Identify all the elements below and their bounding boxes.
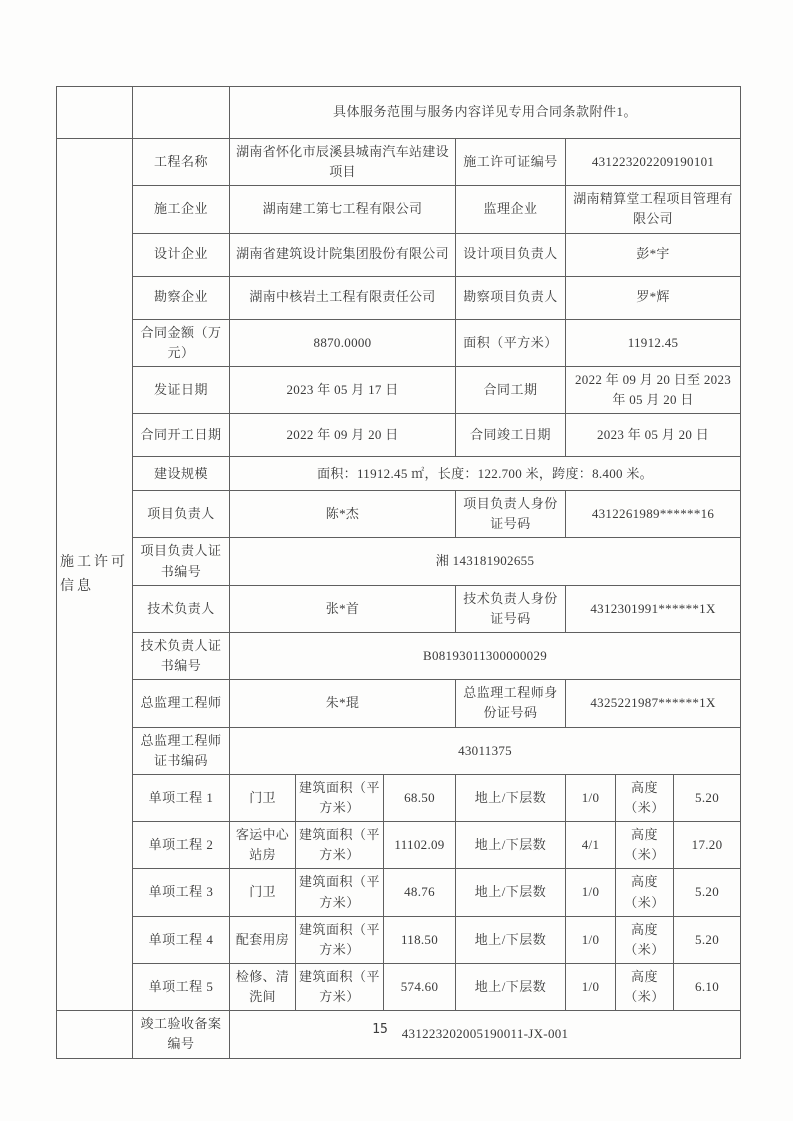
table-row — [57, 822, 741, 869]
unit-floors: 1/0 — [566, 916, 616, 963]
field-value: 罗*辉 — [566, 276, 741, 319]
field-label: 建筑面积（平方米） — [296, 963, 384, 1010]
section-label-cell — [57, 139, 133, 1011]
field-label: 面积（平方米） — [456, 319, 566, 366]
unit-name: 门卫 — [230, 774, 296, 821]
table-row — [57, 727, 741, 774]
field-label: 单项工程 2 — [133, 822, 230, 869]
field-label: 施工许可证编号 — [456, 139, 566, 186]
page-number: 15 — [372, 1022, 388, 1037]
field-label: 勘察企业 — [133, 276, 230, 319]
table-row — [57, 538, 741, 585]
field-label: 技术负责人 — [133, 585, 230, 632]
unit-area: 118.50 — [384, 916, 456, 963]
field-label: 高度（米） — [616, 916, 674, 963]
field-label: 建筑面积（平方米） — [296, 869, 384, 916]
unit-floors: 1/0 — [566, 963, 616, 1010]
field-label: 工程名称 — [133, 139, 230, 186]
field-value: 湖南省怀化市辰溪县城南汽车站建设项目 — [230, 139, 456, 186]
field-label: 技术负责人证书编号 — [133, 632, 230, 679]
field-value: 彭*宇 — [566, 233, 741, 276]
field-label: 设计企业 — [133, 233, 230, 276]
table-row — [57, 680, 741, 727]
unit-area: 574.60 — [384, 963, 456, 1010]
field-value: 4325221987******1X — [566, 680, 741, 727]
table-row — [57, 585, 741, 632]
empty-cell — [133, 87, 230, 139]
table-row — [57, 233, 741, 276]
table-row — [57, 491, 741, 538]
unit-height: 5.20 — [674, 869, 741, 916]
field-label: 项目负责人身份证号码 — [456, 491, 566, 538]
unit-area: 11102.09 — [384, 822, 456, 869]
field-value: 2022 年 09 月 20 日 — [230, 414, 456, 457]
unit-floors: 1/0 — [566, 869, 616, 916]
section-label: 施工许可信息 — [60, 554, 128, 594]
field-label: 单项工程 1 — [133, 774, 230, 821]
field-value: 11912.45 — [566, 319, 741, 366]
table-row — [57, 186, 741, 233]
table-row — [57, 457, 741, 491]
unit-height: 6.10 — [674, 963, 741, 1010]
service-note: 具体服务范围与服务内容详见专用合同条款附件1。 — [230, 87, 741, 139]
field-label: 施工企业 — [133, 186, 230, 233]
table-row — [57, 916, 741, 963]
field-value: 2023 年 05 月 20 日 — [566, 414, 741, 457]
field-label: 竣工验收备案编号 — [133, 1011, 230, 1058]
field-value: 43011375 — [230, 727, 741, 774]
field-value: 湖南省建筑设计院集团股份有限公司 — [230, 233, 456, 276]
table-row — [57, 414, 741, 457]
field-label: 技术负责人身份证号码 — [456, 585, 566, 632]
field-value: 湖南中核岩土工程有限责任公司 — [230, 276, 456, 319]
field-label: 监理企业 — [456, 186, 566, 233]
unit-name: 检修、清洗间 — [230, 963, 296, 1010]
table-row — [57, 319, 741, 366]
field-label: 合同工期 — [456, 366, 566, 413]
field-label: 建筑面积（平方米） — [296, 916, 384, 963]
field-value: 陈*杰 — [230, 491, 456, 538]
unit-name: 客运中心站房 — [230, 822, 296, 869]
unit-name: 门卫 — [230, 869, 296, 916]
unit-height: 5.20 — [674, 774, 741, 821]
field-label: 项目负责人 — [133, 491, 230, 538]
field-value: 朱*琨 — [230, 680, 456, 727]
field-label: 合同金额（万元） — [133, 319, 230, 366]
field-value: 4312301991******1X — [566, 585, 741, 632]
field-value: 2022 年 09 月 20 日至 2023 年 05 月 20 日 — [566, 366, 741, 413]
field-value: 湘 143181902655 — [230, 538, 741, 585]
field-value: 张*首 — [230, 585, 456, 632]
unit-area: 48.76 — [384, 869, 456, 916]
field-label: 单项工程 4 — [133, 916, 230, 963]
empty-cell — [57, 1011, 133, 1058]
table-row — [57, 963, 741, 1010]
field-value: 431223202005190011-JX-001 — [230, 1011, 741, 1058]
field-value: B08193011300000029 — [230, 632, 741, 679]
field-label: 地上/下层数 — [456, 963, 566, 1010]
table-row — [57, 774, 741, 821]
table-row — [57, 139, 741, 186]
field-label: 高度（米） — [616, 963, 674, 1010]
field-label: 单项工程 5 — [133, 963, 230, 1010]
table-row — [57, 869, 741, 916]
field-label: 地上/下层数 — [456, 774, 566, 821]
construction-permit-table — [56, 86, 741, 1059]
field-label: 建筑面积（平方米） — [296, 822, 384, 869]
field-label: 总监理工程师身份证号码 — [456, 680, 566, 727]
field-label: 建筑面积（平方米） — [296, 774, 384, 821]
table-row — [57, 87, 741, 139]
field-label: 设计项目负责人 — [456, 233, 566, 276]
field-value: 湖南精算堂工程项目管理有限公司 — [566, 186, 741, 233]
field-value: 8870.0000 — [230, 319, 456, 366]
unit-floors: 1/0 — [566, 774, 616, 821]
field-label: 地上/下层数 — [456, 822, 566, 869]
field-label: 地上/下层数 — [456, 916, 566, 963]
unit-area: 68.50 — [384, 774, 456, 821]
field-value: 2023 年 05 月 17 日 — [230, 366, 456, 413]
empty-cell — [57, 87, 133, 139]
field-label: 合同开工日期 — [133, 414, 230, 457]
field-label: 总监理工程师 — [133, 680, 230, 727]
field-label: 合同竣工日期 — [456, 414, 566, 457]
table-row — [57, 276, 741, 319]
field-label: 项目负责人证书编号 — [133, 538, 230, 585]
field-label: 高度（米） — [616, 774, 674, 821]
table-row — [57, 632, 741, 679]
field-label: 高度（米） — [616, 869, 674, 916]
field-label: 总监理工程师证书编码 — [133, 727, 230, 774]
field-label: 高度（米） — [616, 822, 674, 869]
table-row — [57, 366, 741, 413]
field-value: 431223202209190101 — [566, 139, 741, 186]
field-value: 4312261989******16 — [566, 491, 741, 538]
field-label: 建设规模 — [133, 457, 230, 491]
field-value: 面积：11912.45 ㎡，长度：122.700 米，跨度：8.400 米。 — [230, 457, 741, 491]
field-label: 单项工程 3 — [133, 869, 230, 916]
unit-height: 5.20 — [674, 916, 741, 963]
field-label: 发证日期 — [133, 366, 230, 413]
field-label: 地上/下层数 — [456, 869, 566, 916]
unit-height: 17.20 — [674, 822, 741, 869]
unit-name: 配套用房 — [230, 916, 296, 963]
field-label: 勘察项目负责人 — [456, 276, 566, 319]
field-value: 湖南建工第七工程有限公司 — [230, 186, 456, 233]
unit-floors: 4/1 — [566, 822, 616, 869]
